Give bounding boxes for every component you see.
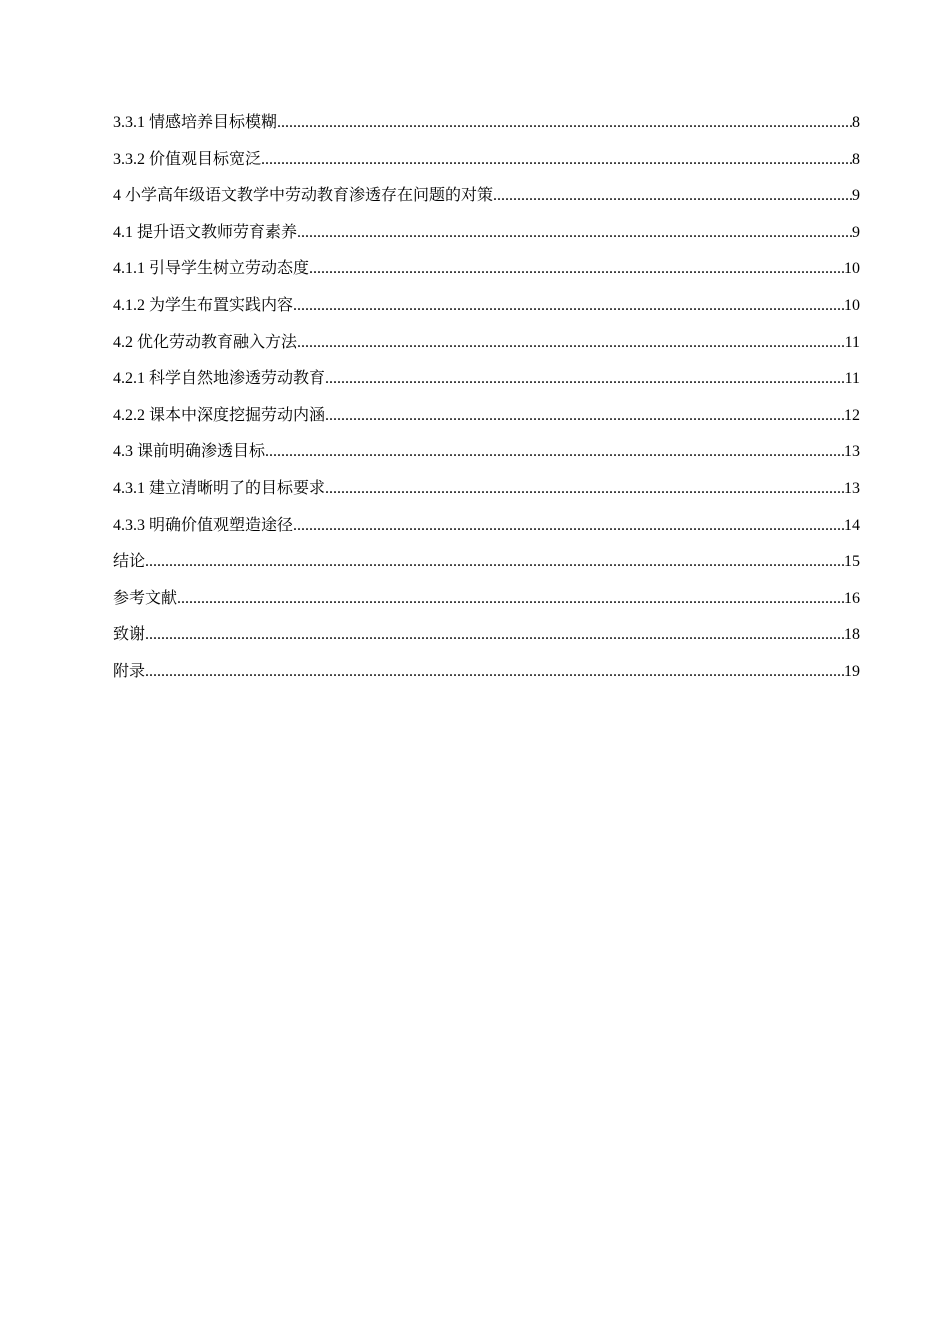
toc-entry[interactable] — [113, 369, 860, 406]
toc-entry-page: 9 — [852, 187, 860, 205]
toc-dot-leader — [177, 589, 844, 609]
toc-entry[interactable] — [113, 589, 860, 626]
toc-entry-page: 9 — [852, 223, 860, 241]
toc-entry-page: 10 — [844, 260, 860, 278]
toc-entry[interactable] — [113, 223, 860, 260]
toc-entry-page: 19 — [844, 662, 860, 680]
toc-entry-title: 3.3.2 价值观目标宽泛 — [113, 150, 262, 168]
toc-entry-page: 16 — [844, 589, 860, 607]
toc-dot-leader — [293, 296, 844, 316]
toc-dot-leader — [265, 442, 844, 462]
toc-entry[interactable] — [113, 479, 860, 516]
toc-dot-leader — [145, 662, 844, 682]
toc-dot-leader — [325, 406, 844, 426]
toc-entry[interactable] — [113, 333, 860, 370]
toc-dot-leader — [277, 113, 852, 133]
toc-dot-leader — [145, 625, 844, 645]
toc-entry[interactable] — [113, 662, 860, 699]
toc-entry[interactable] — [113, 625, 860, 662]
toc-entry[interactable] — [113, 150, 860, 187]
toc-entry-title: 4.2.2 课本中深度挖掘劳动内涵 — [113, 406, 326, 424]
toc-entry[interactable] — [113, 442, 860, 479]
toc-dot-leader — [261, 150, 852, 170]
toc-entry-title: 结论 — [113, 553, 146, 571]
toc-entry[interactable] — [113, 406, 860, 443]
toc-entry-title: 4.1.2 为学生布置实践内容 — [113, 296, 294, 314]
toc-entry[interactable] — [113, 516, 860, 553]
toc-entry-title: 4.2 优化劳动教育融入方法 — [113, 333, 298, 351]
toc-dot-leader — [297, 333, 845, 353]
toc-dot-leader — [325, 369, 845, 389]
toc-entry-title: 4.3 课前明确渗透目标 — [113, 443, 266, 461]
toc-entry-title: 4 小学高年级语文教学中劳动教育渗透存在问题的对策 — [113, 187, 494, 205]
toc-entry-page: 13 — [844, 479, 860, 497]
toc-entry-page: 8 — [852, 114, 860, 131]
toc-entry-title: 4.1.1 引导学生树立劳动态度 — [113, 260, 310, 278]
toc-entry-page: 10 — [844, 296, 860, 314]
toc-entry-page: 11 — [844, 370, 860, 388]
toc-entry-title: 4.2.1 科学自然地渗透劳动教育 — [113, 370, 326, 388]
toc-entry-title: 4.3.3 明确价值观塑造途径 — [113, 516, 294, 534]
toc-entry[interactable] — [113, 296, 860, 333]
toc-dot-leader — [293, 516, 844, 536]
toc-dot-leader — [325, 479, 844, 499]
toc-entry-page: 8 — [852, 150, 860, 168]
toc-dot-leader — [493, 186, 852, 206]
toc-entry-title: 参考文献 — [113, 589, 178, 607]
toc-entry-page: 18 — [844, 626, 860, 644]
toc-entry-page: 13 — [844, 443, 860, 461]
toc-entry-page: 12 — [844, 406, 860, 424]
toc-entry[interactable] — [113, 113, 860, 150]
toc-dot-leader — [145, 552, 844, 572]
toc-entry-title: 附录 — [113, 662, 146, 680]
toc-entry[interactable] — [113, 552, 860, 589]
toc-entry-page: 14 — [844, 516, 860, 534]
toc-entry-title: 致谢 — [113, 626, 146, 644]
toc-entry-title: 3.3.1 情感培养目标模糊 — [113, 114, 278, 131]
toc-entry-page: 15 — [844, 553, 860, 571]
toc-entry-title: 4.3.1 建立清晰明了的目标要求 — [113, 479, 326, 497]
table-of-contents — [113, 113, 860, 699]
toc-dot-leader — [309, 259, 844, 279]
toc-entry[interactable] — [113, 259, 860, 296]
toc-entry[interactable] — [113, 186, 860, 223]
toc-dot-leader — [297, 223, 852, 243]
toc-entry-title: 4.1 提升语文教师劳育素养 — [113, 223, 298, 241]
toc-entry-page: 11 — [844, 333, 860, 351]
